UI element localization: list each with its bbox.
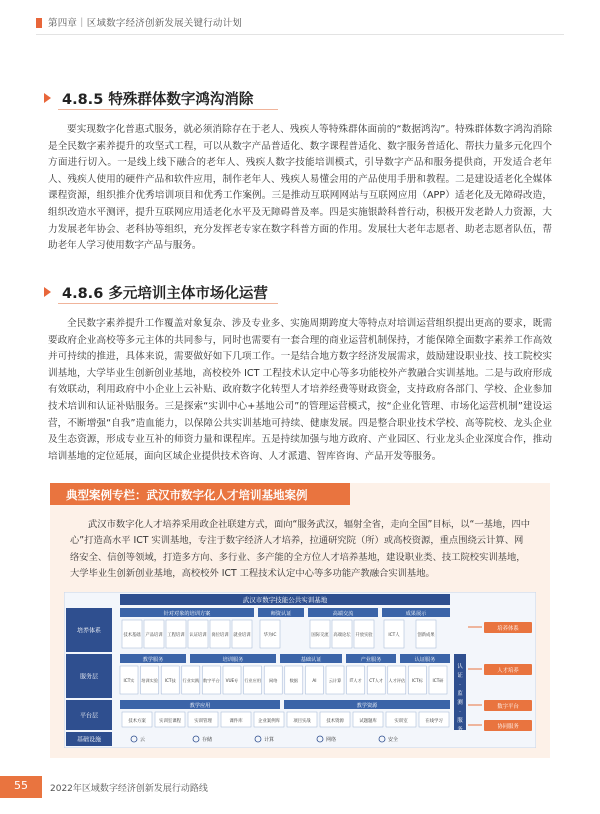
section-heading-486	[44, 279, 284, 305]
case-study-text	[70, 517, 532, 583]
side-label-char: 证	[457, 673, 463, 679]
training-item-label: ICT人	[388, 633, 400, 638]
training-item-label: 岗位培训	[211, 633, 229, 638]
infra-label: 存储	[202, 737, 213, 743]
training-item-label: 工程培训	[167, 633, 185, 638]
side-label-char: 监	[457, 691, 463, 697]
training-item-label: 就业培训	[233, 633, 251, 638]
side-label-char: 测	[457, 700, 463, 706]
platform-item-label: 课件库	[229, 719, 243, 724]
target-label: 协同服务	[497, 724, 519, 730]
training-item-label: 创新成果	[417, 633, 435, 638]
service-item-label: 行业应用	[244, 678, 261, 683]
architecture-diagram	[64, 592, 536, 748]
section-underline	[58, 109, 278, 110]
row-label: 基础设施	[76, 736, 102, 744]
section-underline	[58, 303, 278, 304]
triangle-marker-icon	[44, 93, 51, 103]
service-item-label: 网络	[269, 678, 278, 683]
footer-title: 2022年区域数字经济创新发展行动路线	[50, 784, 208, 794]
side-label-char: 务	[457, 727, 463, 733]
top-group-label: 师资认证	[270, 611, 292, 617]
infra-label: 云	[140, 737, 146, 743]
header-divider	[36, 34, 564, 35]
service-item-label: 云计算	[328, 678, 342, 683]
training-item-label: 认证培训	[189, 633, 207, 638]
diagram-title: 武汉市数字技能公共实训基地	[242, 596, 328, 604]
infra-label: 计算	[264, 737, 275, 743]
case-study-paragraph: 武汉市数字化人才培养采用政企社联建方式，面向“服务武汉，辐射全省，走向全国”目标，以“一基地，四中心”打造高水平 ICT 实训基地，专注于数字经济人才培养，拉通研究院（所）或高校资源，重点围绕云计算、网络安全、信创等领域，打造多方向、多行业、多产能的全方位人才培养基地，建设职业类、技工院校实训基地，大学毕业生创新创业基地，高校校外 ICT 工程技术认定中心等多功能产教融合实训基地。	[70, 519, 531, 580]
platform-item-label: 技术方案	[128, 719, 146, 724]
training-item-label: 开放实验	[355, 633, 373, 638]
platform-item-label: 企业案例库	[258, 719, 280, 724]
page-footer	[0, 776, 600, 798]
platform-item-label: 实训室课程	[159, 719, 181, 724]
section-name: 多元培训主体市场化运营	[108, 286, 268, 302]
page-number: 55	[14, 779, 28, 792]
service-item-label: ICT实	[123, 678, 135, 683]
target-label: 数字平台	[497, 704, 519, 710]
training-item-label: 产品培训	[145, 633, 163, 638]
side-label-char: ·	[459, 682, 461, 688]
service-item-label: ICT标	[411, 678, 423, 683]
platform-item-label: 实训管理	[194, 719, 212, 724]
row-label: 服务层	[79, 673, 99, 681]
platform-group-label: 教学资源	[356, 703, 378, 709]
page-header	[0, 0, 600, 52]
service-item-label: 数字平台	[203, 678, 220, 683]
paragraph-text: 要实现数字化普惠式服务，就必须消除存在于老人、残疾人等特殊群体面前的“数据鸿沟”。特殊群体数字鸿沟消除是全民数字素养提升的攻坚式工程，可以从数字产品普适化、数字课程普适化、数字服务普适化、帮扶力量多元化四个方面进行切入。一是线上线下融合的老年人、残疾人数字技能培训模式，引导数字产品和服务提供商，开发适合老年人、残疾人使用的硬件产品和软件应用，制作老年人、残疾人易懂会用的产品使用手册和教程。二是建设适老化全媒体课程资源，组织推介优秀培训项目和优秀工作案例。三是推动互联网网站与互联网应用（APP）适老化及无障碍改造，组织改造水平测评，提升互联网应用适老化水平及无障碍普及率。四是实施银龄科普行动，积极开发老龄人力资源，大力发展老年协会、老科协等组织，充分发挥老专家在数字科普方面的作用。发展壮大老年志愿者、助老志愿者队伍，帮助老年人学习使用数字产品与服务。	[48, 124, 552, 252]
section-title	[62, 88, 253, 109]
service-item-label: ICT技	[164, 678, 176, 683]
service-item-label: 培训实验	[141, 678, 158, 683]
side-label-char: 认	[457, 664, 463, 670]
paragraph-training-operation	[48, 316, 552, 465]
row-label: 平台层	[79, 712, 99, 720]
section-title	[62, 282, 268, 303]
service-group-label: 认证服务	[414, 657, 436, 663]
target-label: 人才培养	[497, 668, 519, 674]
training-item-label: 华为IC	[263, 633, 277, 638]
chapter-title: 第四章｜区域数字经济创新发展关键行动计划	[48, 18, 243, 29]
section-name: 特殊群体数字鸿沟消除	[108, 92, 254, 108]
row-label: 培养体系	[76, 627, 102, 635]
service-item-label: IT人才	[349, 678, 362, 683]
infra-label: 网络	[326, 737, 337, 743]
service-item-label: 行业实践	[182, 678, 200, 683]
paragraph-digital-divide	[48, 122, 552, 255]
target-label: 培养体系	[497, 626, 519, 632]
platform-item-label: 技术资源	[326, 719, 344, 724]
header-accent	[36, 18, 42, 28]
service-item-label: AI	[312, 678, 317, 683]
top-group-label: 高端交流	[332, 611, 354, 617]
top-group-label: 成果展示	[405, 611, 427, 617]
section-number: 4.8.6	[62, 286, 104, 302]
top-group-label: 针对对象的培训方案	[163, 611, 211, 617]
platform-item-label: 在线学习	[425, 719, 443, 724]
service-group-label: 基础认证	[300, 657, 322, 663]
platform-group-label: 教学应用	[189, 703, 211, 709]
paragraph-text: 全民数字素养提升工作覆盖对象复杂、涉及专业多、实施周期跨度大等特点对培训运营组织提出更高的要求，既需要政府企业高校等多元主体的共同参与，同时也需要有一套合理的商业运营机制保持，才能保障全面数字素养工作高效并可持续的推进，具体来说，需要做好如下几项工作。一是结合地方数字经济发展需求，鼓励建设职业技、技工院校实训基地，大学毕业生创新创业基地，高校校外 ICT 工程技术认定中心等多功能校外产教融合实训基地。二是与政府形成有效联动，利用政府中小企业上云补贴、政府数字化转型人才培养经费等财政资金，支持政府各部门、学校、企业参加技术培训和认证补贴服务。三是探索“实训中心+基地公司”的管理运营模式，按“企业化管理、市场化运营机制”建设运营，不断增强“自我”造血能力，以保障公共实训基地可持续、健康发展。四是整合职业技术学校、高等院校、龙头企业及生态资源，形成专业互补的师资力量和课程库。五是持续加强与地方政府、产业园区、行业龙头企业深度合作，推动培训基地的定位延展，面向区域企业提供技术咨询、人才派遣、智库咨询、产品开发等服务。	[48, 318, 552, 462]
platform-item-label: 试题题库	[359, 719, 377, 724]
service-item-label: VUE专	[225, 678, 239, 683]
service-group-label: 培训服务	[222, 657, 244, 663]
case-study-title: 典型案例专栏：武汉市数字化人才培训基地案例	[66, 488, 308, 502]
side-label-char: ·	[459, 709, 461, 715]
triangle-marker-icon	[44, 287, 51, 297]
training-item-label: 国际交流	[311, 633, 329, 638]
platform-item-label: 实训室	[394, 719, 408, 724]
diagram-svg	[64, 592, 536, 748]
side-label-char: 服	[457, 718, 463, 724]
case-study-header	[50, 483, 350, 505]
training-item-label: 技术基础	[123, 633, 141, 638]
service-item-label: 人才评估	[388, 678, 406, 683]
section-heading-485	[44, 85, 284, 111]
platform-item-label: 项目实战	[293, 719, 311, 724]
training-item-label: 高端论坛	[333, 633, 351, 638]
service-item-label: CT人才	[369, 678, 384, 683]
service-group-label: 产业服务	[360, 657, 382, 663]
service-group-label: 教学服务	[142, 657, 164, 663]
section-number: 4.8.5	[62, 92, 104, 108]
service-item-label: 数据	[289, 678, 298, 683]
infra-label: 安全	[388, 737, 399, 743]
service-item-label: ICT研	[432, 678, 444, 683]
